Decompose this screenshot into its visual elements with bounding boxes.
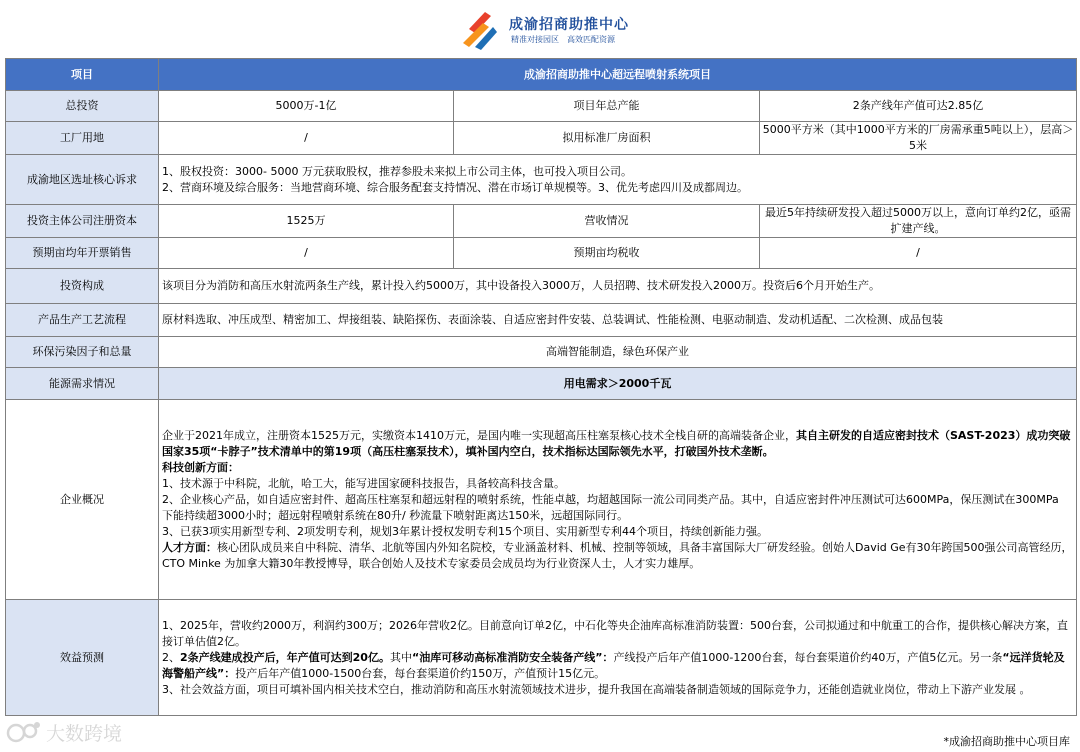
table-row xyxy=(6,205,1077,238)
brand-name: 成渝招商助推中心 xyxy=(509,17,629,33)
benefit-text: 2、 xyxy=(162,650,180,664)
company-overview-value xyxy=(159,400,1077,600)
table-row xyxy=(6,337,1077,368)
benefit-paragraph: 3、社会效益方面，项目可填补国内相关技术空白，推动消防和高压水射流领域技术进步，提升我国在高端装备制造领域的国际竞争力，还能创造就业岗位，带动上下游产业发展 。 xyxy=(162,682,1031,696)
total-investment-value: 5000万-1亿 xyxy=(159,91,454,122)
core-demand-line: 1、股权投资：3000- 5000 万元获取股权，推荐参股未来拟上市公司主体，也可投入项目公司。 xyxy=(162,164,632,178)
row-label: 工厂用地 xyxy=(6,122,159,155)
overview-heading: 科技创新方面： xyxy=(162,460,239,474)
overview-text: 企业于2021年成立，注册资本1525万元，实缴资本1410万元，是国内唯一实现超高压柱塞泵核心技术全栈自研的高端装备企业， xyxy=(162,428,796,442)
project-table xyxy=(5,58,1077,716)
benefit-highlight: “油库可移动高标准消防安全装备产线”： xyxy=(411,650,614,664)
table-row xyxy=(6,269,1077,304)
row-label: 成渝地区选址核心诉求 xyxy=(6,155,159,205)
annual-capacity-value: 2条产线年产值可达2.85亿 xyxy=(760,91,1077,122)
benefit-paragraph: 1、2025年，营收约2000万，利润约300万；2026年营收2亿。目前意向订单2亿，中石化等央企油库高标准消防装置：500台套，公司拟通过和中航重工的合作，提供核心解决方案，直接订单估值2亿。 xyxy=(162,618,1068,648)
revenue-value: 最近5年持续研发投入超过5000万以上，意向订单约2亿，亟需扩建产线。 xyxy=(760,205,1077,238)
brand-tagline: 精准对接园区 高效匹配资源 xyxy=(511,35,615,44)
overview-paragraph: 3、已获3项实用新型专利、2项发明专利，规划3年累计授权发明专利15个项目、实用新型专利44个项目，持续创新能力强。 xyxy=(162,524,768,538)
benefit-highlight: 2条产线建成投产后，年产值可达到20亿。 xyxy=(180,650,390,664)
row-label: 预期亩均年开票销售 xyxy=(6,238,159,269)
table-header-row xyxy=(6,59,1077,91)
registered-capital-value: 1525万 xyxy=(159,205,454,238)
row-label: 企业概况 xyxy=(6,400,159,600)
core-demand-line: 2、营商环境及综合服务：当地营商环境、综合服务配套支持情况、潜在市场订单规模等。3、优先考虑四川及成都周边。 xyxy=(162,180,748,194)
table-row xyxy=(6,600,1077,716)
benefit-text: 产线投产后年产值1000-1200台套，每台套渠道价约40万，产值5亿元。另一条 xyxy=(613,650,1003,664)
row-label: 总投资 xyxy=(6,91,159,122)
header-project-label: 项目 xyxy=(6,59,159,91)
benefit-text: 投产后年产值1000-1500台套，每台套渠道价约150万，产值预计15亿元。 xyxy=(235,666,606,680)
row-label: 环保污染因子和总量 xyxy=(6,337,159,368)
table-row xyxy=(6,238,1077,269)
header-project-title: 成渝招商助推中心超远程喷射系统项目 xyxy=(159,59,1077,91)
overview-paragraph: 1、技术源于中科院，北航，哈工大，能写进国家硬科技报告，具备较高科技含量。 xyxy=(162,476,565,490)
row-label: 营收情况 xyxy=(454,205,760,238)
brand-logo-icon xyxy=(455,9,499,51)
row-label: 效益预测 xyxy=(6,600,159,716)
watermark-text: 大数跨境 xyxy=(46,723,123,745)
row-label: 投资构成 xyxy=(6,269,159,304)
overview-highlight: 其自主研发的自适应密封技术（SAST-2023）成功突破国家35项“卡脖子”技术清单中的第19项（高压柱塞泵技术），填补国内空白，技术指标达国际领先水平，打破国外技术垄断。 xyxy=(162,428,1071,458)
energy-value: 用电需求＞2000千瓦 xyxy=(159,368,1077,400)
tax-value: / xyxy=(760,238,1077,269)
row-label: 投资主体公司注册资本 xyxy=(6,205,159,238)
row-label: 项目年总产能 xyxy=(454,91,760,122)
benefit-highlight: “远洋货轮及海警船产线”： xyxy=(162,650,1065,680)
core-demand-value xyxy=(159,155,1077,205)
row-label: 能源需求情况 xyxy=(6,368,159,400)
watermark-logo-icon xyxy=(6,719,42,745)
row-label: 产品生产工艺流程 xyxy=(6,304,159,337)
factory-land-value: / xyxy=(159,122,454,155)
row-label: 拟用标准厂房面积 xyxy=(454,122,760,155)
process-value: 原材料选取、冲压成型、精密加工、焊接组装、缺陷探伤、表面涂装、自适应密封件安装、总装调试、性能检测、电驱动制造、发动机适配、二次检测、成品包装 xyxy=(159,304,1077,337)
benefit-forecast-value xyxy=(159,600,1077,716)
annual-sales-value: / xyxy=(159,238,454,269)
table-row xyxy=(6,368,1077,400)
overview-paragraph xyxy=(162,460,1073,476)
benefit-text: 其中 xyxy=(389,650,412,664)
overview-text: 核心团队成员来自中科院、清华、北航等国内外知名院校，专业涵盖材料、机械、控制等领域，具备丰富国际大厂研发经验。创始人David Ge有30年跨国500强公司高管经历，CTO Minke 为加拿大籍30年教授博导，联合创始人及技术专家委员会成员均为行业资深人士，人才实力雄厚。 xyxy=(162,540,1073,570)
pollution-value: 高端智能制造，绿色环保产业 xyxy=(159,337,1077,368)
overview-paragraph xyxy=(162,540,1073,572)
overview-paragraph: 2、企业核心产品，如自适应密封件、超高压柱塞泵和超远射程的喷射系统，性能卓越，均超越国际一流公司同类产品。其中，自适应密封件冲压测试可达600MPa，保压测试在300MPa 下能持续超3000小时；超远射程喷射系统在80升/ 秒流量下喷射距离达150米，远超国际同行。 xyxy=(162,492,1059,522)
table-row xyxy=(6,91,1077,122)
table-row xyxy=(6,155,1077,205)
page-header xyxy=(0,0,1080,58)
row-label: 预期亩均税收 xyxy=(454,238,760,269)
watermark xyxy=(6,717,146,747)
overview-paragraph xyxy=(162,428,1073,460)
footer-note: *成渝招商助推中心项目库 xyxy=(943,735,1070,748)
benefit-paragraph xyxy=(162,650,1073,682)
investment-structure-value: 该项目分为消防和高压水射流两条生产线，累计投入约5000万，其中设备投入3000万，人员招聘、技术研发投入2000万。投资后6个月开始生产。 xyxy=(159,269,1077,304)
overview-heading: 人才方面： xyxy=(162,540,217,554)
factory-area-value: 5000平方米（其中1000平方米的厂房需承重5吨以上），层高＞5米 xyxy=(760,122,1077,155)
table-row xyxy=(6,400,1077,600)
table-row xyxy=(6,304,1077,337)
table-row xyxy=(6,122,1077,155)
